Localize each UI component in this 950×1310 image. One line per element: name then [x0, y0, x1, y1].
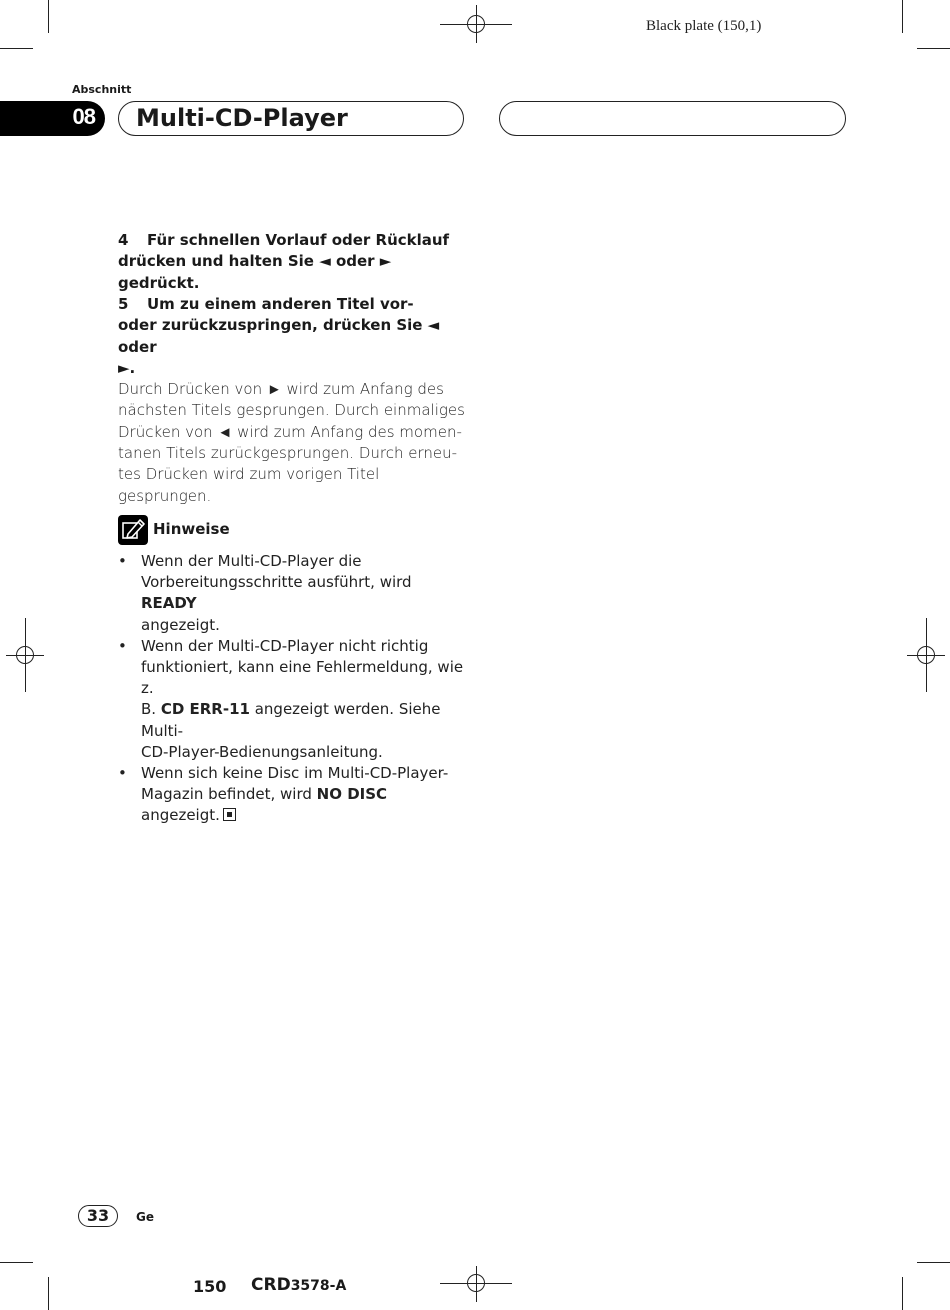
note-line: • Wenn der Multi-CD-Player die [141, 552, 362, 570]
page-number: 33 [78, 1205, 118, 1227]
step-description [118, 379, 470, 507]
description-line: Drücken von ◄ wird zum Anfang des momen- [118, 422, 462, 441]
note-line: CD-Player-Bedienungsanleitung. [141, 742, 383, 761]
step-4 [118, 230, 470, 294]
product-code-suffix: 3578-A [290, 1278, 347, 1294]
note-text: B. [141, 700, 161, 719]
product-code-prefix: CRD [251, 1275, 291, 1295]
display-message: CD ERR-11 [160, 700, 250, 719]
step-title-continued: ►. [118, 358, 136, 377]
section-number-badge [0, 101, 105, 136]
note-line [141, 699, 470, 741]
print-page-number: 150 [193, 1277, 227, 1296]
note-text: angezeigt. [141, 806, 220, 825]
step-number: 4 [118, 231, 129, 249]
display-message: READY [141, 594, 197, 613]
note-line: angezeigt. [141, 615, 220, 634]
display-message: NO DISC [316, 785, 388, 804]
step-title: Für schnellen Vorlauf oder Rücklauf [147, 231, 450, 249]
list-item [118, 636, 470, 763]
description-line: nächsten Titels gesprungen. Durch einmaliges [118, 401, 465, 420]
notes-list [118, 551, 470, 827]
step-number: 5 [118, 295, 129, 313]
notes-title: Hinweise [153, 520, 230, 538]
note-line: funktioniert, kann eine Fehlermeldung, wie z. [141, 658, 464, 698]
step-title: Um zu einem anderen Titel vor- [147, 295, 414, 313]
product-code [251, 1275, 346, 1295]
description-line: tanen Titels zurückgesprungen. Durch erneu- [118, 444, 458, 463]
step-5 [118, 294, 470, 507]
list-item [118, 551, 470, 636]
list-item [118, 763, 470, 827]
note-text: Magazin befindet, wird [141, 785, 317, 804]
note-line: • Wenn sich keine Disc im Multi-CD-Player- [141, 764, 449, 783]
note-text: angezeigt werden. Siehe Multi- [141, 700, 441, 740]
page-title: Multi-CD-Player [136, 104, 348, 132]
end-square-icon [223, 808, 236, 821]
section-label: Abschnitt [72, 83, 132, 96]
section-title-box [118, 101, 464, 136]
pencil-note-icon [118, 515, 148, 545]
plate-label: Black plate (150,1) [646, 18, 762, 34]
description-line: Durch Drücken von ► wird zum Anfang des [118, 380, 444, 399]
description-line: gesprungen. [118, 486, 212, 505]
section-number: 08 [72, 104, 95, 129]
note-text: Vorbereitungsschritte ausführt, wird [141, 573, 412, 592]
step-title-continued: drücken und halten Sie ◄ oder ► gedrückt. [118, 252, 392, 292]
note-line [141, 784, 470, 826]
description-line: tes Drücken wird zum vorigen Titel [118, 465, 380, 484]
note-line [141, 572, 470, 614]
note-line: • Wenn der Multi-CD-Player nicht richtig [141, 636, 429, 655]
header-empty-box [499, 101, 846, 136]
language-code: Ge [136, 1210, 154, 1224]
step-title-continued: oder zurückzuspringen, drücken Sie ◄ oder [118, 316, 440, 356]
